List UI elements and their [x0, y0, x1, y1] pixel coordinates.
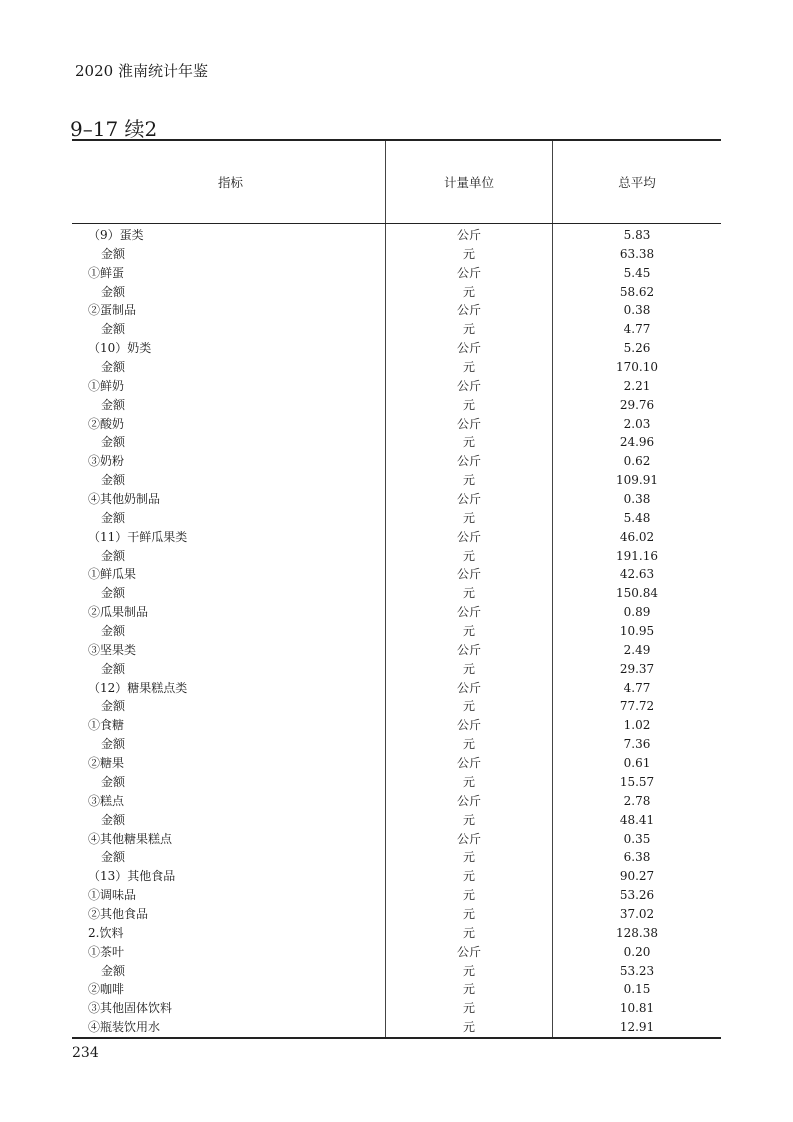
table-row — [72, 358, 721, 377]
table-row — [72, 622, 721, 641]
row-value: 150.84 — [616, 586, 658, 601]
table-row — [72, 999, 721, 1018]
row-value: 58.62 — [619, 284, 655, 299]
table-row — [72, 490, 721, 509]
row-label: 金额 — [72, 773, 386, 792]
row-label: 金额 — [72, 320, 386, 339]
row-value: 12.91 — [619, 1020, 655, 1035]
row-unit: 元 — [386, 735, 553, 754]
row-unit: 元 — [386, 905, 553, 924]
row-label: ③糕点 — [72, 792, 386, 811]
row-unit: 公斤 — [386, 377, 553, 396]
row-unit: 元 — [386, 358, 553, 377]
row-label: （13）其他食品 — [72, 867, 386, 886]
row-unit: 元 — [386, 962, 553, 981]
row-value: 37.02 — [619, 906, 655, 921]
row-label: 金额 — [72, 396, 386, 415]
table-row — [72, 924, 721, 943]
table-row — [72, 584, 721, 603]
table-row — [72, 547, 721, 566]
table-row — [72, 377, 721, 396]
row-label: ②酸奶 — [72, 415, 386, 434]
row-value: 0.15 — [623, 982, 651, 997]
row-value: 7.36 — [623, 737, 651, 752]
table-header — [72, 141, 721, 223]
row-unit: 公斤 — [386, 830, 553, 849]
row-value: 90.27 — [619, 869, 655, 884]
table-row — [72, 943, 721, 962]
row-label: ①调味品 — [72, 886, 386, 905]
row-unit: 元 — [386, 471, 553, 490]
row-label: 金额 — [72, 811, 386, 830]
row-value: 2.03 — [623, 416, 651, 431]
row-value: 0.38 — [623, 492, 651, 507]
row-value: 4.77 — [623, 680, 651, 695]
row-unit: 公斤 — [386, 415, 553, 434]
row-unit: 公斤 — [386, 943, 553, 962]
row-unit: 元 — [386, 660, 553, 679]
table-row — [72, 660, 721, 679]
row-unit: 元 — [386, 848, 553, 867]
table-row — [72, 980, 721, 999]
column-header-indicator: 指标 — [72, 141, 386, 223]
row-label: 金额 — [72, 584, 386, 603]
row-unit: 公斤 — [386, 339, 553, 358]
row-value: 0.35 — [623, 831, 651, 846]
table-row — [72, 433, 721, 452]
table-row — [72, 396, 721, 415]
row-unit: 公斤 — [386, 754, 553, 773]
row-value: 0.38 — [623, 303, 651, 318]
row-label: ③其他固体饮料 — [72, 999, 386, 1018]
table-row — [72, 528, 721, 547]
row-unit: 元 — [386, 811, 553, 830]
table-row — [72, 283, 721, 302]
row-value: 0.20 — [623, 944, 651, 959]
row-value: 128.38 — [616, 925, 658, 940]
row-value: 63.38 — [619, 246, 655, 261]
row-value: 0.62 — [623, 454, 651, 469]
row-unit: 元 — [386, 547, 553, 566]
table-row — [72, 735, 721, 754]
table-bottom-rule — [72, 1037, 721, 1039]
row-unit: 元 — [386, 396, 553, 415]
book-title: 2020 淮南统计年鉴 — [75, 62, 208, 80]
row-label: ③坚果类 — [72, 641, 386, 660]
table-row — [72, 1018, 721, 1037]
row-value: 46.02 — [619, 529, 655, 544]
row-label: 金额 — [72, 547, 386, 566]
table-row — [72, 830, 721, 849]
row-value: 77.72 — [619, 699, 655, 714]
row-label: ②蛋制品 — [72, 301, 386, 320]
row-unit: 元 — [386, 584, 553, 603]
row-label: ③奶粉 — [72, 452, 386, 471]
row-unit: 公斤 — [386, 716, 553, 735]
row-unit: 元 — [386, 867, 553, 886]
row-unit: 公斤 — [386, 603, 553, 622]
row-value: 48.41 — [619, 812, 655, 827]
row-value: 0.61 — [623, 756, 651, 771]
row-label: （9）蛋类 — [72, 226, 386, 245]
row-unit: 公斤 — [386, 565, 553, 584]
row-label: 金额 — [72, 622, 386, 641]
row-unit: 元 — [386, 245, 553, 264]
row-unit: 元 — [386, 320, 553, 339]
row-label: ①茶叶 — [72, 943, 386, 962]
table-row — [72, 320, 721, 339]
row-label: ②咖啡 — [72, 980, 386, 999]
row-label: 金额 — [72, 283, 386, 302]
table-row — [72, 697, 721, 716]
row-unit: 公斤 — [386, 490, 553, 509]
row-label: ④其他奶制品 — [72, 490, 386, 509]
row-unit: 元 — [386, 1018, 553, 1037]
row-value: 0.89 — [623, 605, 651, 620]
row-unit: 公斤 — [386, 641, 553, 660]
row-value: 5.48 — [623, 510, 651, 525]
row-value: 109.91 — [616, 473, 658, 488]
row-unit: 公斤 — [386, 679, 553, 698]
row-value: 15.57 — [619, 774, 655, 789]
row-label: 金额 — [72, 471, 386, 490]
row-value: 4.77 — [623, 322, 651, 337]
column-header-unit: 计量单位 — [386, 141, 553, 223]
table-row — [72, 452, 721, 471]
row-value: 5.26 — [623, 341, 651, 356]
row-label: ①鲜瓜果 — [72, 565, 386, 584]
row-label: ②糖果 — [72, 754, 386, 773]
row-unit: 公斤 — [386, 301, 553, 320]
row-value: 1.02 — [623, 718, 651, 733]
row-value: 5.45 — [623, 265, 651, 280]
row-value: 29.37 — [619, 661, 655, 676]
row-unit: 元 — [386, 924, 553, 943]
page-number: 234 — [72, 1045, 99, 1061]
row-value: 53.26 — [619, 888, 655, 903]
row-label: 金额 — [72, 358, 386, 377]
row-label: ②瓜果制品 — [72, 603, 386, 622]
row-value: 2.78 — [623, 793, 651, 808]
table-row — [72, 962, 721, 981]
table-row — [72, 415, 721, 434]
row-label: 金额 — [72, 848, 386, 867]
row-value: 2.21 — [623, 378, 651, 393]
row-unit: 元 — [386, 999, 553, 1018]
table-row — [72, 886, 721, 905]
table-row — [72, 811, 721, 830]
table-row — [72, 641, 721, 660]
row-unit: 元 — [386, 283, 553, 302]
row-label: ②其他食品 — [72, 905, 386, 924]
table-row — [72, 792, 721, 811]
row-value: 191.16 — [616, 548, 658, 563]
table-row — [72, 339, 721, 358]
table-row — [72, 867, 721, 886]
table-row — [72, 603, 721, 622]
row-unit: 公斤 — [386, 264, 553, 283]
table-row — [72, 905, 721, 924]
table-row — [72, 679, 721, 698]
row-unit: 公斤 — [386, 226, 553, 245]
table-row — [72, 509, 721, 528]
table-row — [72, 471, 721, 490]
row-value: 10.95 — [619, 624, 655, 639]
table-row — [72, 848, 721, 867]
row-label: 金额 — [72, 433, 386, 452]
column-header-average: 总平均 — [618, 175, 656, 190]
statistics-table — [72, 139, 721, 1039]
table-row — [72, 264, 721, 283]
table-row — [72, 754, 721, 773]
row-value: 24.96 — [619, 435, 655, 450]
row-label: 金额 — [72, 245, 386, 264]
row-unit: 元 — [386, 433, 553, 452]
row-label: 金额 — [72, 962, 386, 981]
row-unit: 元 — [386, 697, 553, 716]
table-row — [72, 245, 721, 264]
row-unit: 元 — [386, 622, 553, 641]
row-unit: 元 — [386, 773, 553, 792]
table-row — [72, 226, 721, 245]
table-row — [72, 716, 721, 735]
row-value: 53.23 — [619, 963, 655, 978]
row-unit: 公斤 — [386, 452, 553, 471]
table-row — [72, 301, 721, 320]
row-label: （11）干鲜瓜果类 — [72, 528, 386, 547]
row-label: ①鲜奶 — [72, 377, 386, 396]
row-value: 6.38 — [623, 850, 651, 865]
row-value: 2.49 — [623, 642, 651, 657]
row-value: 10.81 — [619, 1001, 655, 1016]
row-unit: 公斤 — [386, 792, 553, 811]
row-label: ①食糖 — [72, 716, 386, 735]
row-unit: 元 — [386, 886, 553, 905]
row-value: 170.10 — [616, 360, 658, 375]
row-value: 29.76 — [619, 397, 655, 412]
row-label: 金额 — [72, 697, 386, 716]
row-label: （10）奶类 — [72, 339, 386, 358]
row-label: 2.饮料 — [72, 924, 386, 943]
row-value: 5.83 — [623, 228, 651, 242]
row-label: （12）糖果糕点类 — [72, 679, 386, 698]
table-row — [72, 773, 721, 792]
row-unit: 公斤 — [386, 528, 553, 547]
row-label: 金额 — [72, 735, 386, 754]
row-label: 金额 — [72, 509, 386, 528]
row-unit: 元 — [386, 509, 553, 528]
table-title: 9–17 续2 — [70, 117, 158, 141]
row-value: 42.63 — [619, 567, 655, 582]
row-label: ④其他糖果糕点 — [72, 830, 386, 849]
row-unit: 元 — [386, 980, 553, 999]
table-body — [72, 226, 721, 1037]
table-row — [72, 565, 721, 584]
row-label: ④瓶装饮用水 — [72, 1018, 386, 1037]
row-label: 金额 — [72, 660, 386, 679]
row-label: ①鲜蛋 — [72, 264, 386, 283]
